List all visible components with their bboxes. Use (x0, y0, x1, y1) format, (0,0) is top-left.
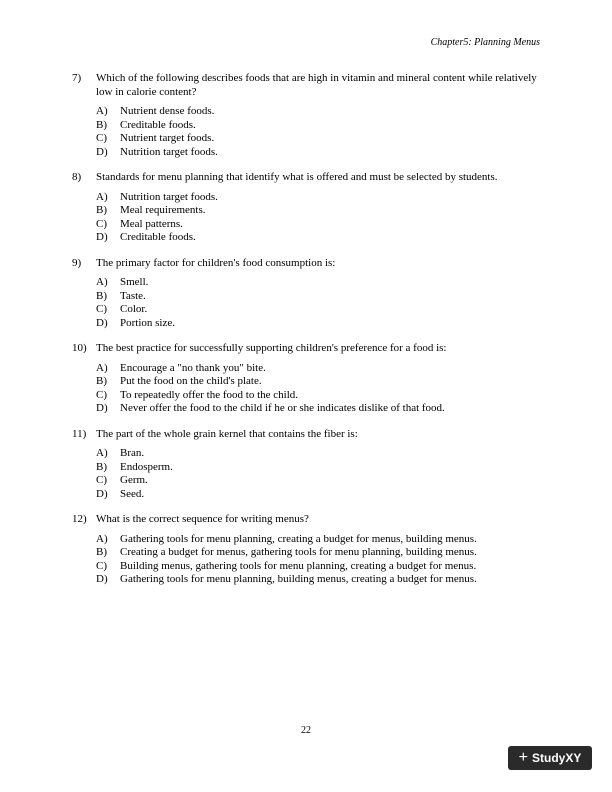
option-letter: A) (96, 532, 108, 545)
question-10 (72, 342, 542, 416)
answer-option (96, 204, 542, 218)
option-letter: C) (96, 388, 107, 401)
question-list (72, 72, 542, 599)
answer-option (96, 290, 542, 304)
answer-option (96, 488, 542, 502)
option-text: Gathering tools for menu planning, creating a budget for menus, building menus. (120, 532, 477, 545)
option-text: Creditable foods. (120, 118, 196, 131)
option-text: Endosperm. (120, 460, 173, 473)
question-text: Which of the following describes foods that are high in vitamin and mineral content while relatively low in calorie content? (96, 72, 537, 98)
option-letter: B) (96, 289, 107, 302)
option-letter: B) (96, 375, 107, 387)
answer-option (96, 105, 542, 119)
brand-logo-text: StudyXY (532, 751, 582, 765)
option-letter: D) (96, 487, 108, 500)
option-letter: D) (96, 316, 108, 329)
question-text: What is the correct sequence for writing menus? (96, 513, 309, 525)
answer-option (96, 119, 542, 133)
question-text: The best practice for successfully supporting children's preference for a food is: (96, 342, 447, 354)
option-letter: B) (96, 118, 107, 131)
answer-option (96, 560, 542, 574)
option-text: Gathering tools for menu planning, building menus, creating a budget for menus. (120, 573, 477, 585)
question-number: 12) (72, 513, 87, 525)
question-text: The primary factor for children's food consumption is: (96, 256, 336, 269)
answer-option (96, 447, 542, 461)
answer-options (96, 362, 542, 416)
question-text: Standards for menu planning that identify what is offered and must be selected by students. (96, 171, 498, 183)
option-letter: B) (96, 204, 107, 216)
option-letter: B) (96, 546, 107, 558)
option-letter: C) (96, 132, 107, 144)
answer-option (96, 132, 542, 146)
option-letter: C) (96, 217, 107, 230)
answer-option (96, 218, 542, 232)
answer-option (96, 191, 542, 205)
option-text: Portion size. (120, 316, 175, 329)
answer-option (96, 375, 542, 389)
answer-option (96, 546, 542, 560)
option-text: To repeatedly offer the food to the child. (120, 388, 299, 401)
option-letter: D) (96, 402, 108, 414)
answer-options (96, 447, 542, 501)
answer-option (96, 389, 542, 403)
option-text: Nutrient dense foods. (120, 105, 215, 117)
option-text: Germ. (120, 474, 148, 486)
option-text: Meal patterns. (120, 217, 183, 230)
answer-option (96, 276, 542, 290)
option-text: Taste. (120, 289, 146, 302)
option-letter: A) (96, 105, 108, 117)
option-letter: D) (96, 145, 108, 158)
answer-option (96, 317, 542, 331)
option-text: Creating a budget for menus, gathering tools for menu planning, building menus. (120, 546, 477, 558)
option-text: Nutrition target foods. (120, 190, 218, 203)
chapter-header: Chapter5: Planning Menus (430, 37, 540, 48)
question-number: 9) (72, 256, 82, 269)
answer-options (96, 105, 542, 159)
option-text: Meal requirements. (120, 204, 206, 216)
question-number: 7) (72, 72, 82, 84)
question-number: 10) (72, 342, 87, 354)
plus-icon: + (518, 749, 528, 766)
option-letter: D) (96, 573, 108, 585)
answer-option (96, 461, 542, 475)
option-text: Nutrient target foods. (120, 132, 215, 144)
option-text: Color. (120, 303, 148, 315)
page-number: 22 (301, 725, 311, 736)
option-letter: B) (96, 460, 107, 473)
question-12 (72, 513, 542, 587)
answer-option (96, 573, 542, 587)
option-text: Nutrition target foods. (120, 145, 218, 158)
question-8 (72, 171, 542, 245)
answer-option (96, 402, 542, 416)
option-letter: A) (96, 190, 108, 203)
option-letter: C) (96, 303, 107, 315)
option-letter: D) (96, 231, 108, 243)
option-text: Seed. (120, 487, 145, 500)
answer-option (96, 474, 542, 488)
question-7 (72, 72, 542, 159)
question-number: 11) (72, 427, 87, 440)
option-letter: A) (96, 276, 108, 288)
option-letter: C) (96, 474, 107, 486)
answer-option (96, 362, 542, 376)
option-text: Bran. (120, 447, 145, 459)
question-11 (72, 428, 542, 502)
option-letter: A) (96, 361, 108, 374)
answer-option (96, 231, 542, 245)
option-text: Put the food on the child's plate. (120, 375, 262, 387)
option-letter: C) (96, 559, 107, 572)
answer-options (96, 191, 542, 245)
answer-options (96, 276, 542, 330)
option-letter: A) (96, 447, 108, 459)
question-text: The part of the whole grain kernel that contains the fiber is: (96, 427, 358, 440)
question-9 (72, 257, 542, 331)
studyxy-badge[interactable] (508, 746, 592, 770)
option-text: Building menus, gathering tools for menu planning, creating a budget for menus. (120, 559, 477, 572)
option-text: Smell. (120, 276, 149, 288)
option-text: Creditable foods. (120, 231, 196, 243)
option-text: Never offer the food to the child if he or she indicates dislike of that food. (120, 402, 445, 414)
answer-option (96, 303, 542, 317)
answer-option (96, 533, 542, 547)
answer-options (96, 533, 542, 587)
option-text: Encourage a "no thank you" bite. (120, 361, 266, 374)
answer-option (96, 146, 542, 160)
question-number: 8) (72, 171, 82, 183)
